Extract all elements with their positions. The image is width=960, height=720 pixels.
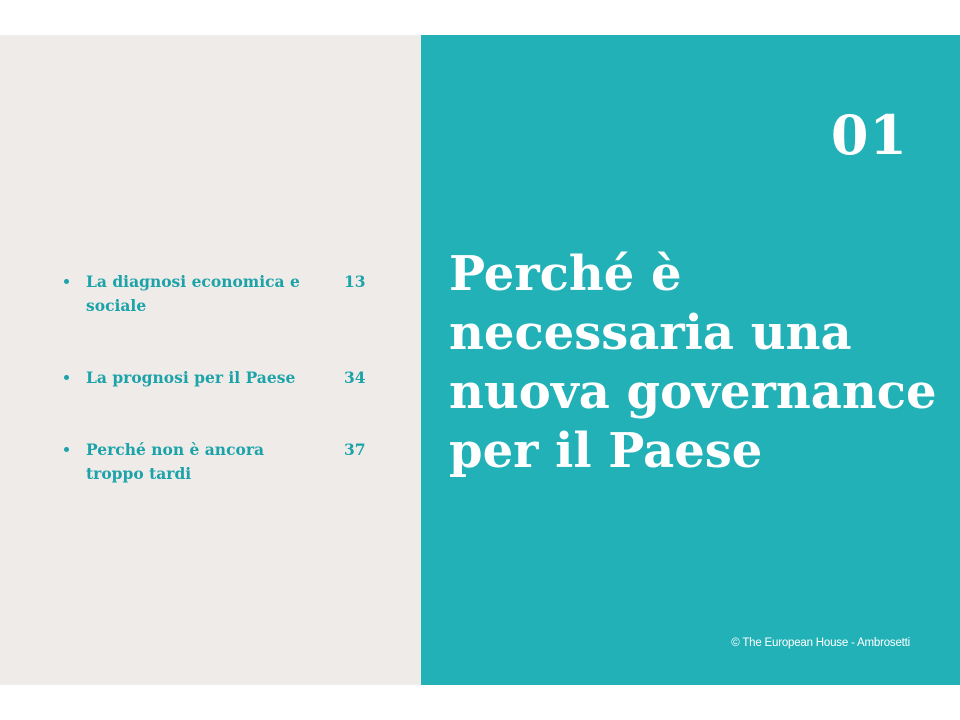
copyright-notice: © The European House - Ambrosetti [731,637,910,649]
bullet-icon [64,447,69,452]
chapter-number: 01 [830,103,908,167]
toc-item[interactable] [64,270,374,318]
toc-item-label: La diagnosi economica e sociale [86,272,300,315]
toc-item[interactable] [64,366,374,390]
slide [0,35,960,685]
toc-item-label: Perché non è ancora troppo tardi [86,440,265,483]
toc-item-page-number: 13 [344,272,366,291]
table-of-contents-panel [0,35,421,685]
chapter-cover-panel [421,35,960,685]
bullet-icon [64,375,69,380]
toc-item-page-number: 34 [344,368,366,387]
toc-item-label: La prognosi per il Paese [86,368,296,387]
bullet-icon [64,279,69,284]
table-of-contents [64,270,374,534]
toc-item-page-number: 37 [344,440,366,459]
chapter-title: Perché è necessaria una nuova governance per il Paese [449,246,937,479]
toc-item[interactable] [64,438,374,486]
